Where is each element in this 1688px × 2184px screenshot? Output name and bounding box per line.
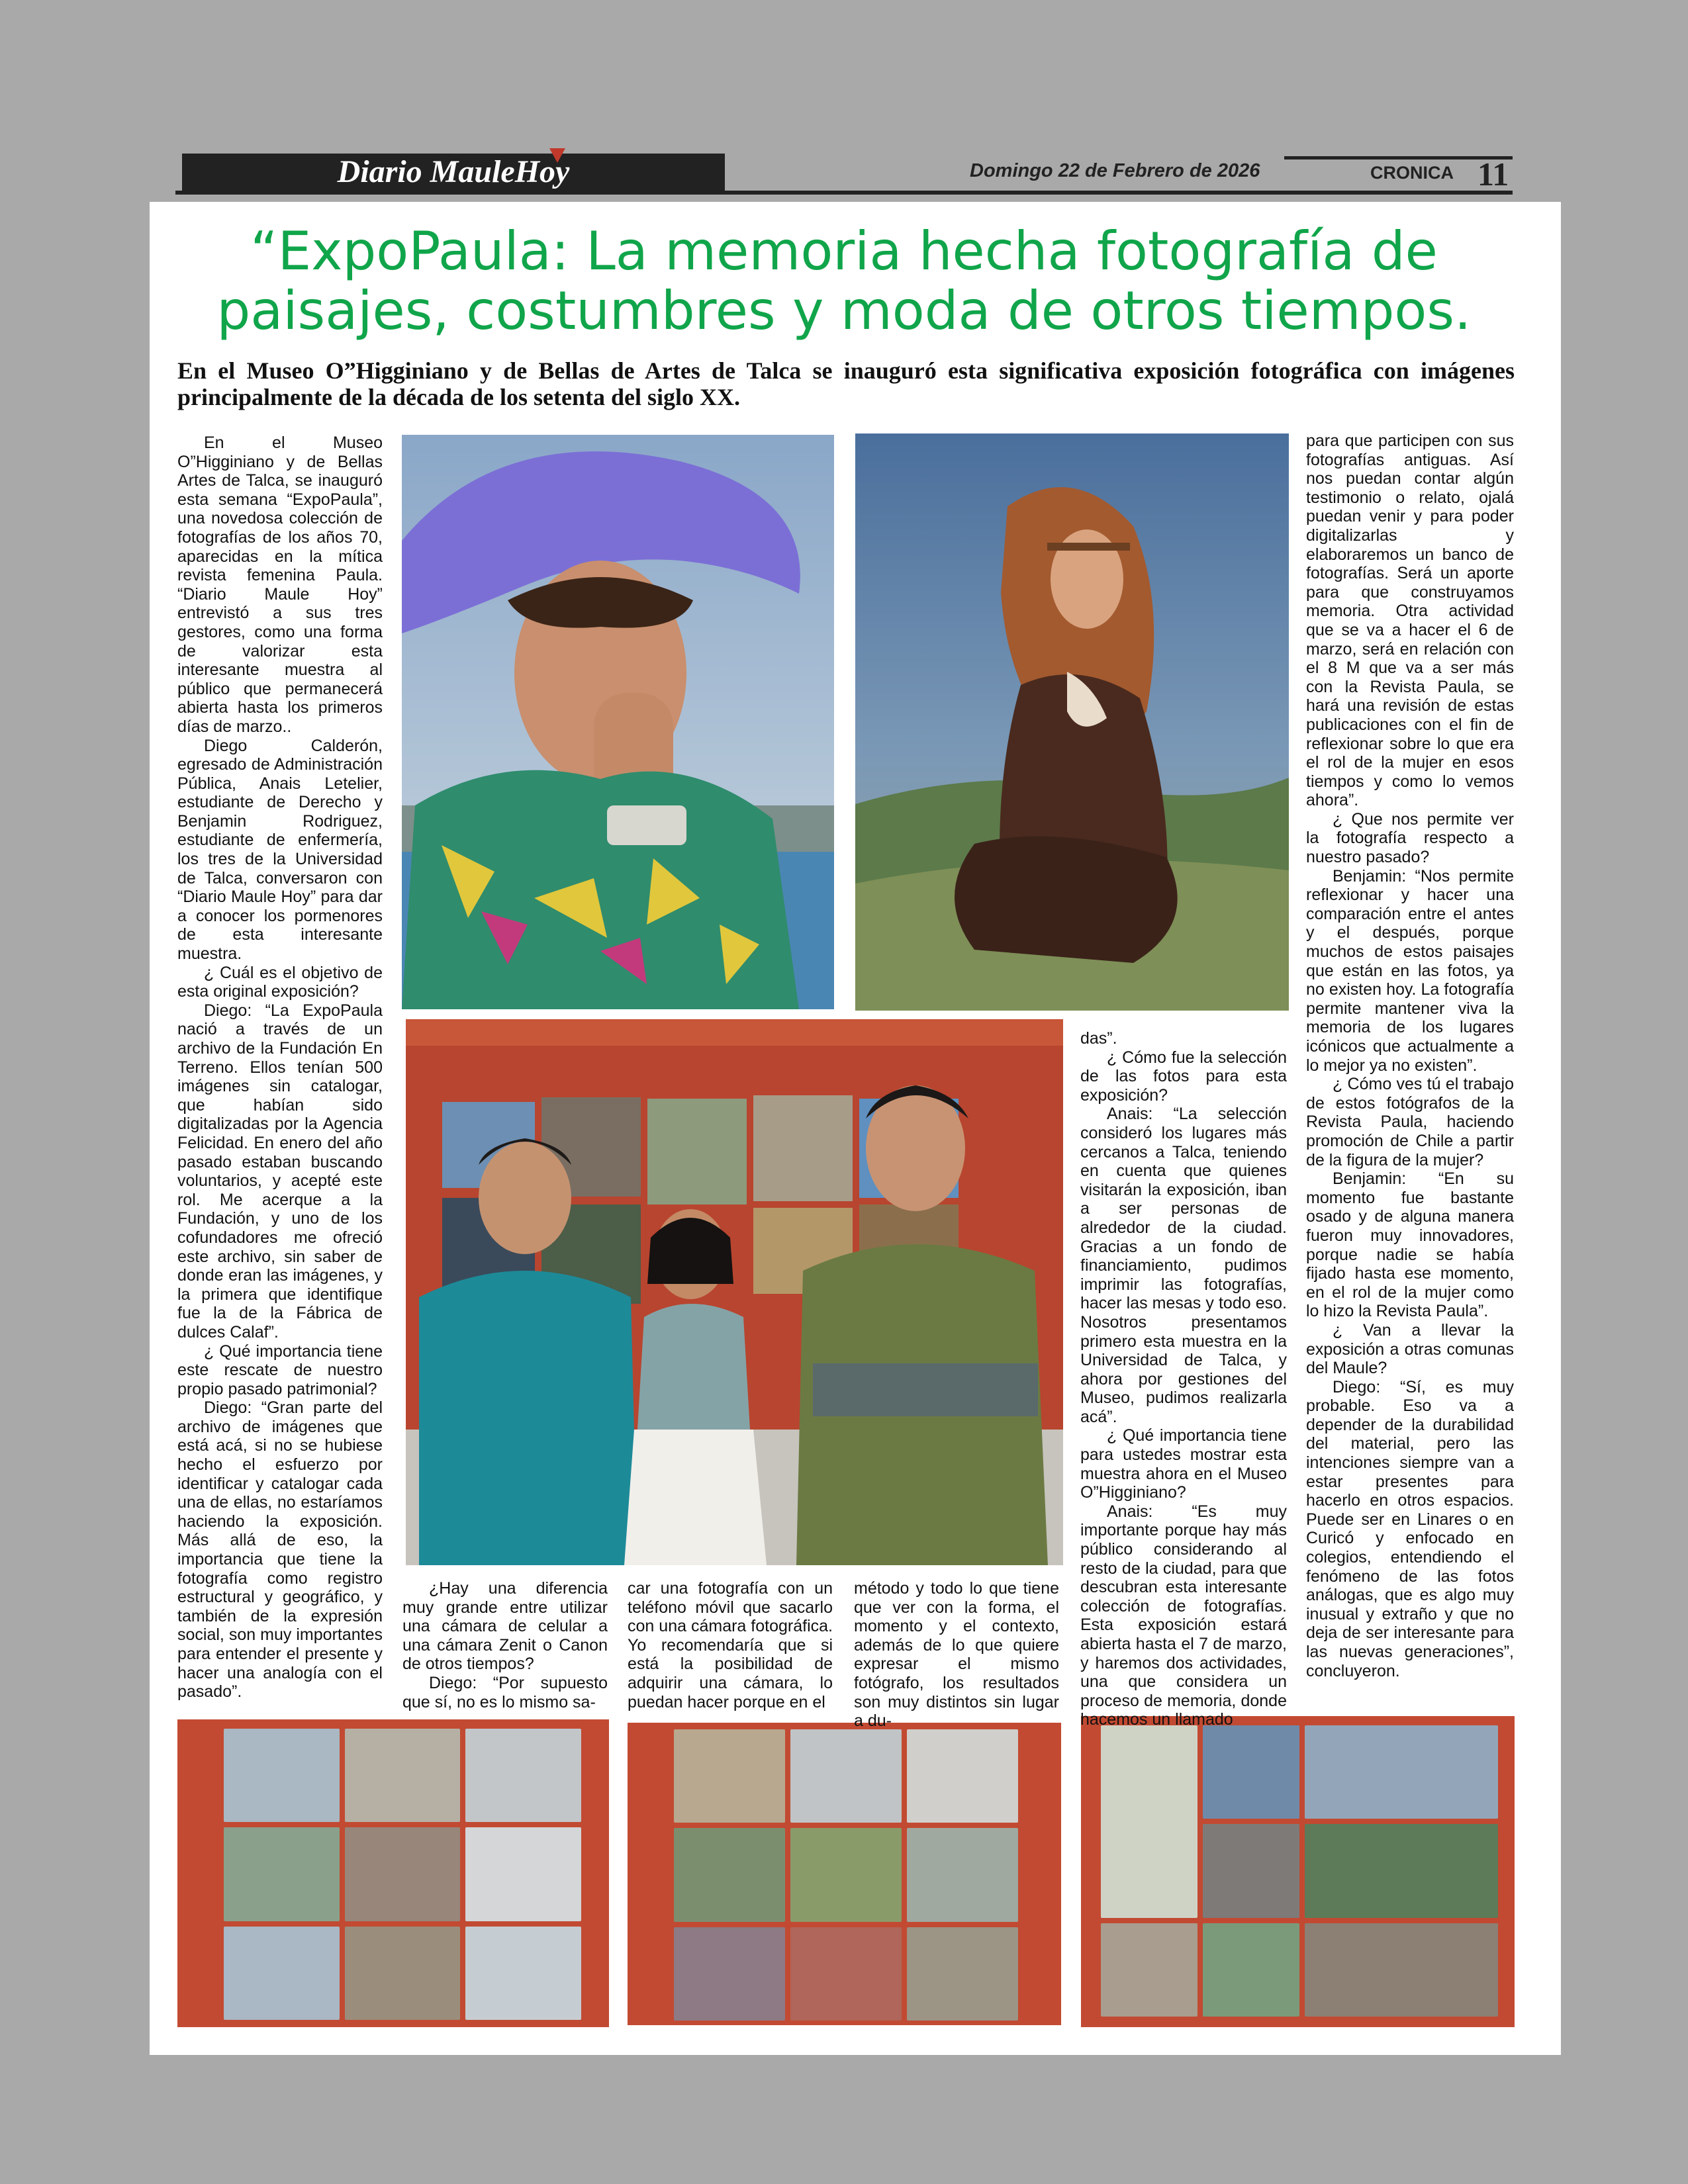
photo-grid-exhibit-3 <box>1081 1716 1515 2027</box>
paragraph: Benjamin: “Nos permite reflexionar y hacer una comparación entre el antes y el después, porque muchos de estos paisajes que están en las fotos, ya no existen hoy. La fotografía permite mantener viva la memoria de los lugares icónicos que actualmente a lo mejor ya no existen”. <box>1306 866 1514 1075</box>
paragraph: Diego: “La ExpoPaula nació a través de un archivo de la Fundación En Terreno. Ellos tenían 500 imágenes sin catalogar, que habían sido digitalizadas por la Agencia Felicidad. En enero del año pasado estaban buscando voluntarios, y acepté este rol. Me acerque a la Fundación, y uno de los cofundadores me ofreció este archivo, sin saber de donde eran las imágenes, y la primera que identifique fue la de la Fábrica de dulces Calaf”. <box>177 1001 383 1342</box>
photo-woman-with-headband <box>855 433 1289 1011</box>
question: ¿Hay una diferencia muy grande entre utilizar una cámara de celular a una cámara Zenit o Canon de otros tiempos? <box>402 1579 608 1674</box>
article-subtitle: En el Museo O”Higginiano y de Bellas de Artes de Talca se inauguró esta significativa exposición fotográfica con imágenes principalmente de la década de los setenta del siglo XX. <box>177 357 1515 410</box>
article-column-1 <box>177 433 383 1711</box>
article-column-4 <box>854 1579 1059 1731</box>
paragraph: para que participen con sus fotografías antiguas. Así nos puedan contar algún testimonio o relato, ojalá puedan venir y para poder digitalizarlas y elaboraremos un banco de fotografías. Será un aporte para que construyamos memoria. Otra actividad que se va a hacer el 6 de marzo, será en relación con el 8 M que va a ser más con la Revista Paula, se hará una revisión de estas publicaciones con el fin de reflexionar sobre lo que era el rol de la mujer en esos tiempos y como lo vemos ahora”. <box>1306 432 1514 810</box>
article-column-2 <box>402 1579 608 1711</box>
paragraph: Diego: “Sí, es muy probable. Eso va a depender de la durabilidad del material, pero las intenciones siempre van a estar presentes para hacerlo en otros espacios. Puede ser en Linares o en Curicó y enfocado en colegios, entendiendo el fenómeno de las fotos análogas, que es algo muy inusual y extraño y que no deja de ser interesante para las nuevas generaciones”, concluyeron. <box>1306 1377 1514 1680</box>
photo-woman-with-hat <box>402 435 834 1009</box>
header-rule <box>175 191 1513 195</box>
photo-grid-exhibit-2 <box>628 1723 1061 2025</box>
paragraph: Diego: “Por supuesto que sí, no es lo mismo sa- <box>402 1673 608 1711</box>
question: ¿ Cuál es el objetivo de esta original exposición? <box>177 963 383 1001</box>
paragraph: Anais: “Es muy importante porque hay más público considerando al resto de la ciudad, para que descubran esta interesante colección de fotografías. Esta exposición estará abierta hasta el 7 de marzo, y haremos dos actividades, una que considera un proceso de memoria, donde hacemos un llamado <box>1080 1502 1287 1729</box>
photo-three-gestores <box>406 1019 1063 1565</box>
issue-date: Domingo 22 de Febrero de 2026 <box>970 160 1260 181</box>
masthead-logo: Diario MauleHoy <box>182 154 725 191</box>
article-column-3 <box>628 1579 833 1711</box>
question: ¿ Cómo fue la selección de las fotos para esta exposición? <box>1080 1048 1287 1105</box>
article-column-5 <box>1080 1029 1287 1729</box>
question: ¿ Van a llevar la exposición a otras comunas del Maule? <box>1306 1320 1514 1378</box>
article-column-6 <box>1306 432 1514 1712</box>
paragraph: car una fotografía con un teléfono móvil que sacarlo con una cámara fotográfica. Yo recomendaría que si está la posibilidad de adquirir una cámara, lo puedan hacer porque en el <box>628 1579 833 1711</box>
question: ¿ Cómo ves tú el trabajo de estos fotógrafos de la Revista Paula, haciendo promoción de Chile a partir de la figura de la mujer? <box>1306 1075 1514 1169</box>
paragraph: Anais: “La selección consideró los lugares más cercanos a Talca, teniendo en cuenta que quienes visitarán la exposición, iban a ser personas de alrededor de la ciudad. Gracias a un fondo de financiamiento, pudimos imprimir las fotografías, hacer las mesas y todo eso. Nosotros presentamos primero esta muestra en la Universidad de Talca, y ahora por gestiones del Museo, pudimos realizarla acá”. <box>1080 1105 1287 1426</box>
paragraph: Benjamin: “En su momento fue bastante osado y de alguna manera fueron muy innovadores, porque nadie se había fijado hasta ese momento, en el rol de la mujer como lo hizo la Revista Paula”. <box>1306 1169 1514 1321</box>
section-label: CRONICA <box>1370 163 1454 183</box>
paragraph: En el Museo O”Higginiano y de Bellas Artes de Talca, se inauguró esta semana “ExpoPaula”, una novedosa colección de fotografías de los años 70, aparecidas en la mítica revista femenina Paula. “Diario Maule Hoy” entrevistó a sus tres gestores, como una forma de valorizar esta interesante muestra al público que permanecerá abierta hasta los primeros días de marzo.. <box>177 433 383 736</box>
paragraph: Diego: “Gran parte del archivo de imágenes que está acá, si no se hubiese hecho el esfuerzo por identificar y catalogar cada una de ellas, no estaríamos haciendo la exposición. Más allá de eso, la importancia que tiene la fotografía como registro estructural y geográfico, y también de la expresión social, son muy importantes para entender el presente y hacer una analogía con el pasado”. <box>177 1398 383 1702</box>
paragraph: método y todo lo que tiene que ver con la forma, el momento y el contexto, además de lo que quiere expresar el mismo fotógrafo, los resultados son muy distintos sin lugar a du- <box>854 1579 1059 1731</box>
question: ¿ Que nos permite ver la fotografía respecto a nuestro pasado? <box>1306 809 1514 867</box>
question: ¿ Qué importancia tiene este rescate de nuestro propio pasado patrimonial? <box>177 1342 383 1398</box>
article-title: “ExpoPaula: La memoria hecha fotografía de paisajes, costumbres y moda de otros tiempos. <box>216 220 1472 341</box>
logo-accent-icon <box>549 148 565 163</box>
paragraph: Diego Calderón, egresado de Administración Pública, Anais Letelier, estudiante de Derecho y Benjamin Rodriguez, estudiante de enfermería, los tres de la Universidad de Talca, conversaron con “Diario Maule Hoy” para dar a conocer los pormenores de esta interesante muestra. <box>177 736 383 964</box>
page-number: 11 <box>1477 156 1509 193</box>
photo-grid-exhibit-1 <box>177 1719 609 2027</box>
paragraph: das”. <box>1080 1029 1117 1048</box>
question: ¿ Qué importancia tiene para ustedes mostrar esta muestra ahora en el Museo O”Higginiano? <box>1080 1426 1287 1502</box>
